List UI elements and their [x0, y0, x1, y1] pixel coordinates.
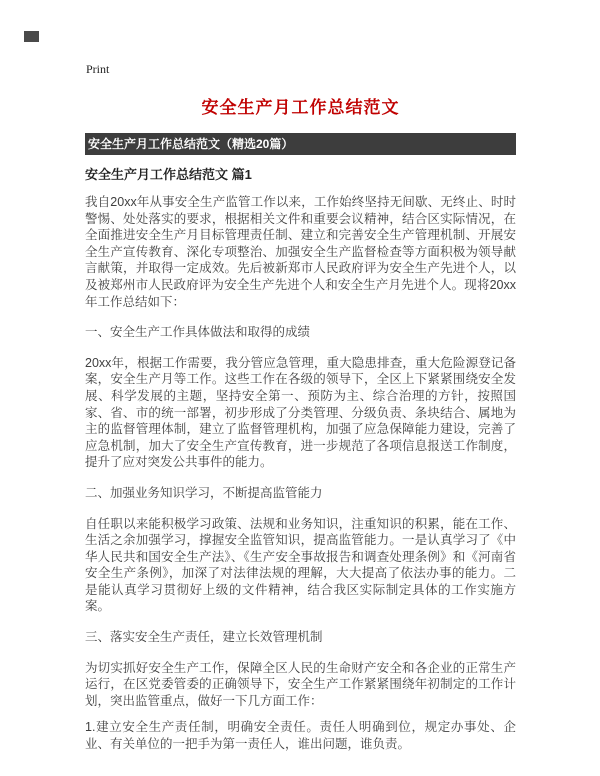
- document-page: [85, 93, 516, 763]
- paragraph-section-3: 为切实抓好安全生产工作，保障全区人民的生命财产安全和各企业的正常生产运行，在区党委管委的正确领导下，安全生产工作紧紧围绕年初制定的工作计划，突出监管重点，做好一下几方面工作：: [85, 660, 516, 708]
- page-title: 安全生产月工作总结范文: [201, 98, 400, 117]
- section-heading-1: 一、安全生产工作具体做法和取得的成绩: [85, 325, 311, 340]
- section-heading-2: 二、加强业务知识学习，不断提高监管能力: [85, 485, 323, 500]
- print-link[interactable]: Print: [86, 62, 110, 76]
- paragraph-section-2: 自任职以来能积极学习政策、法规和业务知识，注重知识的积累，能在工作、生活之余加强学习，撑握安全监管知识，提高监管能力。一是认真学习了《中华人民共和国安全生产法》、《生产安全事故报告和调查处理条例》和《河南省安全生产条例》，加深了对法律法规的理解，大大提高了依法办事的能力。二是能认真学习贯彻好上级的文件精神，结合我区实际制定具体的工作实施方案。: [85, 516, 516, 614]
- broken-image-icon: [24, 31, 39, 42]
- paragraph-item-1: 1.建立安全生产责任制，明确安全责任。责任人明确到位，规定办事处、企业、有关单位的一把手为第一责任人，谁出问题，谁负责。: [85, 720, 516, 752]
- section-heading-3: 三、落实安全生产责任，建立长效管理机制: [85, 630, 323, 645]
- paragraph-intro: 我自20xx年从事安全生产监管工作以来，工作始终坚持无间歇、无终止、时时警惕、处处落实的要求，根据相关文件和重要会议精神，结合区实际情况，在全面推进安全生产月目标管理责任制、建立和完善安全生产管理机制、开展安全生产宣传教育、深化专项整治、加强安全生产监督检查等方面积极为领导献言献策，并取得一定成效。先后被新郑市人民政府评为安全生产先进个人，以及被郑州市人民政府评为安全生产先进个人和安全生产月先进个人。现将20xx年工作总结如下：: [85, 195, 516, 309]
- article-heading: 安全生产月工作总结范文 篇1: [85, 167, 252, 182]
- collection-banner: 安全生产月工作总结范文（精选20篇）: [85, 133, 516, 155]
- paragraph-section-1: 20xx年，根据工作需要，我分管应急管理，重大隐患排查，重大危险源登记备案，安全生产月等工作。这些工作在各级的领导下，全区上下紧紧围绕安全发展、科学发展的主题，坚持安全第一、预防为主、综合治理的方针，按照国家、省、市的统一部署，初步形成了分类管理、分级负责、条块结合、属地为主的监督管理体制，建立了监督管理机构，加强了应急保障能力建设，完善了应急机制，加大了安全生产宣传教育，进一步规范了各项信息报送工作制度，提升了应对突发公共事件的能力。: [85, 355, 516, 470]
